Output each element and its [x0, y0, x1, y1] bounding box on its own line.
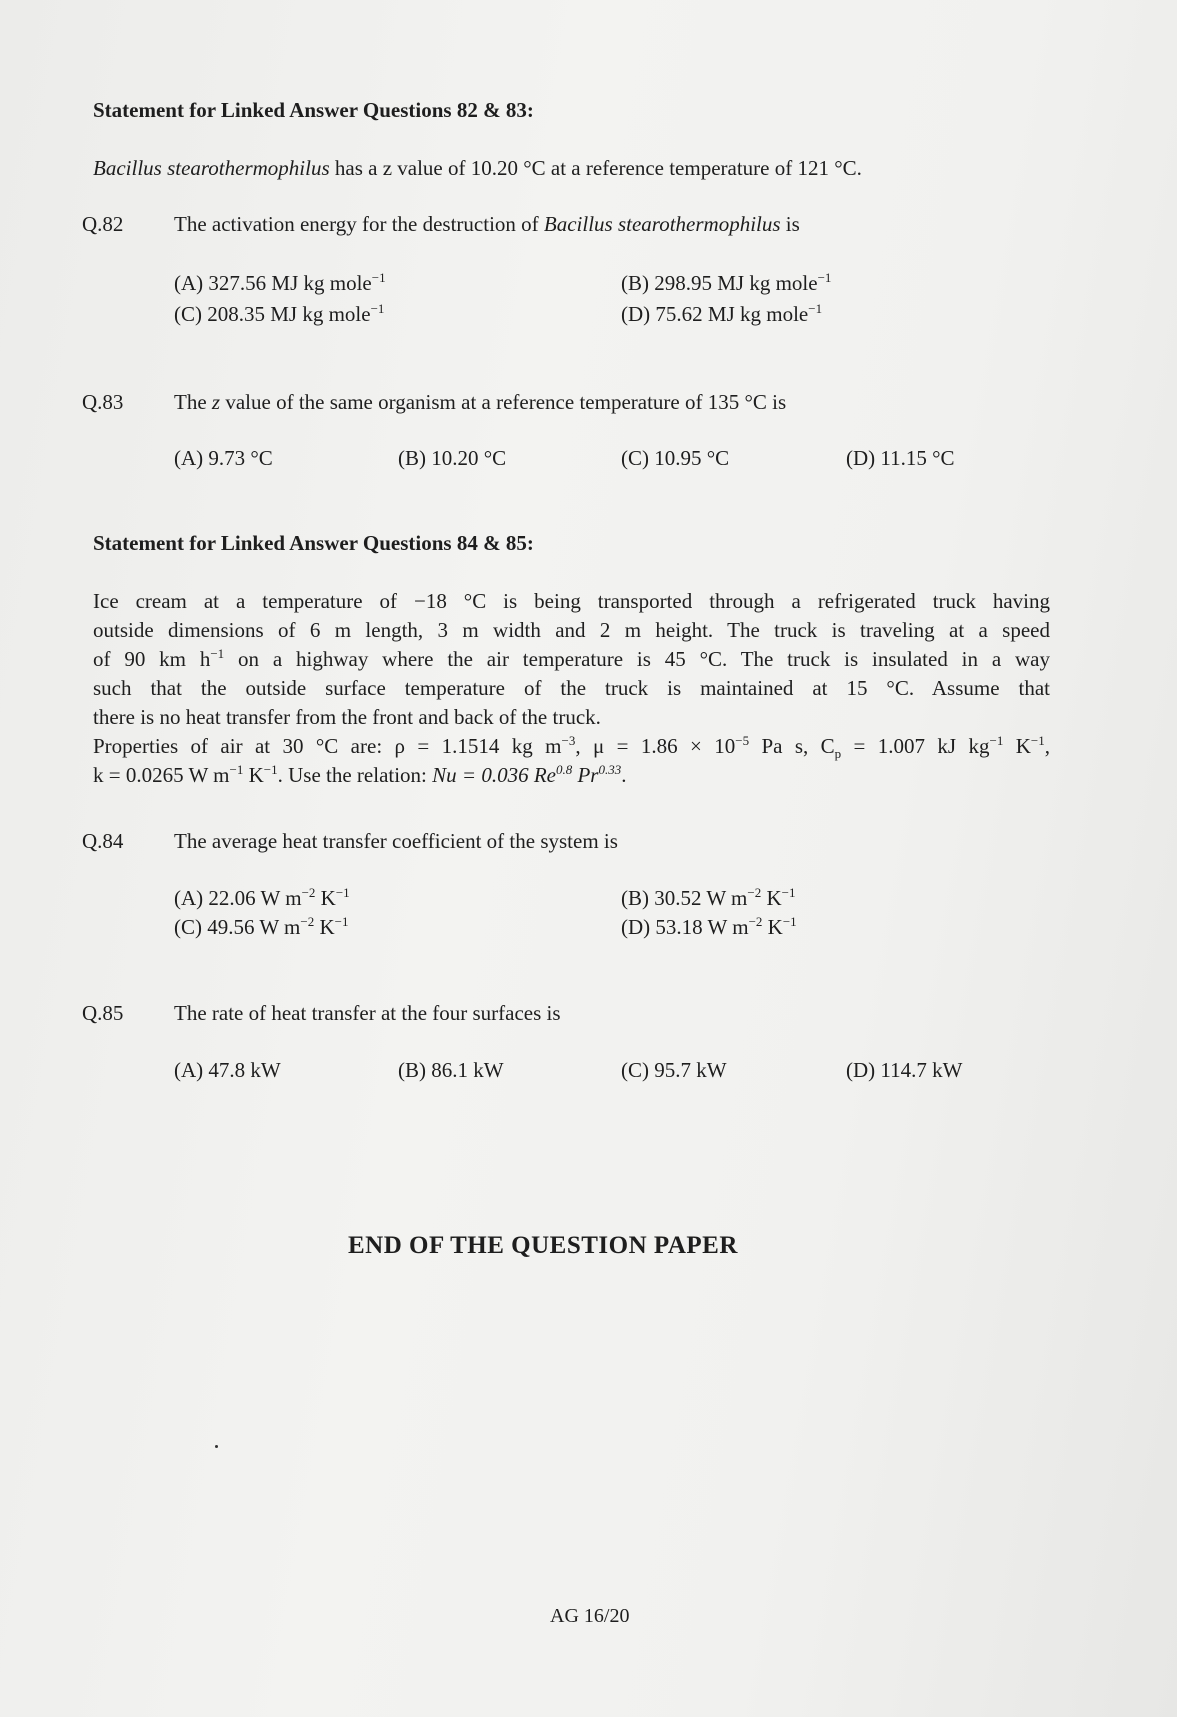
option-83-a: (A) 9.73 °C [174, 446, 273, 470]
stray-mark [215, 1445, 218, 1448]
nusselt-relation: k = 0.0265 W $m^{-1}$ $K^{-1}$. Use the relation: Nu = 0.036 $Re^{0.8}$ $Pr^{0.33}$. [93, 762, 627, 787]
question-number-84: Q.84 [82, 829, 124, 853]
option-85-b: (B) 86.1 kW [398, 1058, 504, 1082]
option-82-b: (B) 298.95 MJ kg mole$^{-1}$ [621, 270, 832, 295]
question-text-85: The rate of heat transfer at the four surfaces is [174, 1001, 561, 1025]
question-text-82: The activation energy for the destruction of Bacillus stearothermophilus is [174, 212, 800, 236]
linked-statement-84-85: Ice cream at a temperature of −18 °C is being transported through a refrigerated truck having outside dimensions of 6 m length, 3 m width and 2 m height. The truck is traveling at a speed of 90 km $h^{-1}$ on a highway where the air temperature is 45 °C. The truck is insulated in a way such that the outside surface temperature of the truck is maintained at 15 °C. Assume that there is no heat transfer from the front and back of the truck. Properties of air at 30 °C are: ρ = 1.1514 kg $m^{-3}$, $\mu = 1.86 \times 10^{-5}$ Pa s, $C_p = 1.007$ kJ $kg^{-1}$ $K^{-1}$, k = 0.0265 W $m^{-1}$ $K^{-1}$. Use the relation: Nu = 0.036 $Re^{0.8}$ $Pr^{0.33}$. [93, 587, 1050, 790]
option-84-b: (B) 30.52 W $m^{-2}$ $K^{-1}$ [621, 885, 796, 910]
option-84-c: (C) 49.56 W $m^{-2}$ $K^{-1}$ [174, 914, 349, 939]
linked-statement-heading-82-83: Statement for Linked Answer Questions 82 & 83: [93, 98, 534, 122]
option-85-c: (C) 95.7 kW [621, 1058, 727, 1082]
option-85-d: (D) 114.7 kW [846, 1058, 963, 1082]
question-text-83: The z value of the same organism at a reference temperature of 135 °C is [174, 390, 787, 414]
organism-name: Bacillus stearothermophilus [93, 156, 330, 180]
question-number-82: Q.82 [82, 212, 124, 236]
linked-statement-heading-84-85: Statement for Linked Answer Questions 84 & 85: [93, 531, 534, 555]
question-text-84: The average heat transfer coefficient of the system is [174, 829, 618, 853]
option-83-c: (C) 10.95 °C [621, 446, 730, 470]
question-number-85: Q.85 [82, 1001, 124, 1025]
option-82-a: (A) 327.56 MJ kg mole$^{-1}$ [174, 270, 386, 295]
linked-statement-82-83: Bacillus stearothermophilus has a z value of 10.20 °C at a reference temperature of 121 °C. [93, 156, 862, 180]
question-number-83: Q.83 [82, 390, 124, 414]
option-83-d: (D) 11.15 °C [846, 446, 955, 470]
end-of-paper-banner: END OF THE QUESTION PAPER [348, 1232, 738, 1259]
option-82-c: (C) 208.35 MJ kg mole$^{-1}$ [174, 301, 385, 326]
air-properties: Properties of air at 30 °C are: ρ = 1.1514 kg $m^{-3}$, $\mu = 1.86 \times 10^{-5}$ Pa s, $C_p = 1.007$ kJ $kg^{-1}$ $K^{-1}$, [93, 733, 1050, 762]
option-84-d: (D) 53.18 W $m^{-2}$ $K^{-1}$ [621, 914, 797, 939]
page-footer: AG 16/20 [550, 1605, 630, 1627]
option-84-a: (A) 22.06 W $m^{-2}$ $K^{-1}$ [174, 885, 350, 910]
option-85-a: (A) 47.8 kW [174, 1058, 281, 1082]
option-83-b: (B) 10.20 °C [398, 446, 507, 470]
option-82-d: (D) 75.62 MJ kg mole$^{-1}$ [621, 301, 823, 326]
